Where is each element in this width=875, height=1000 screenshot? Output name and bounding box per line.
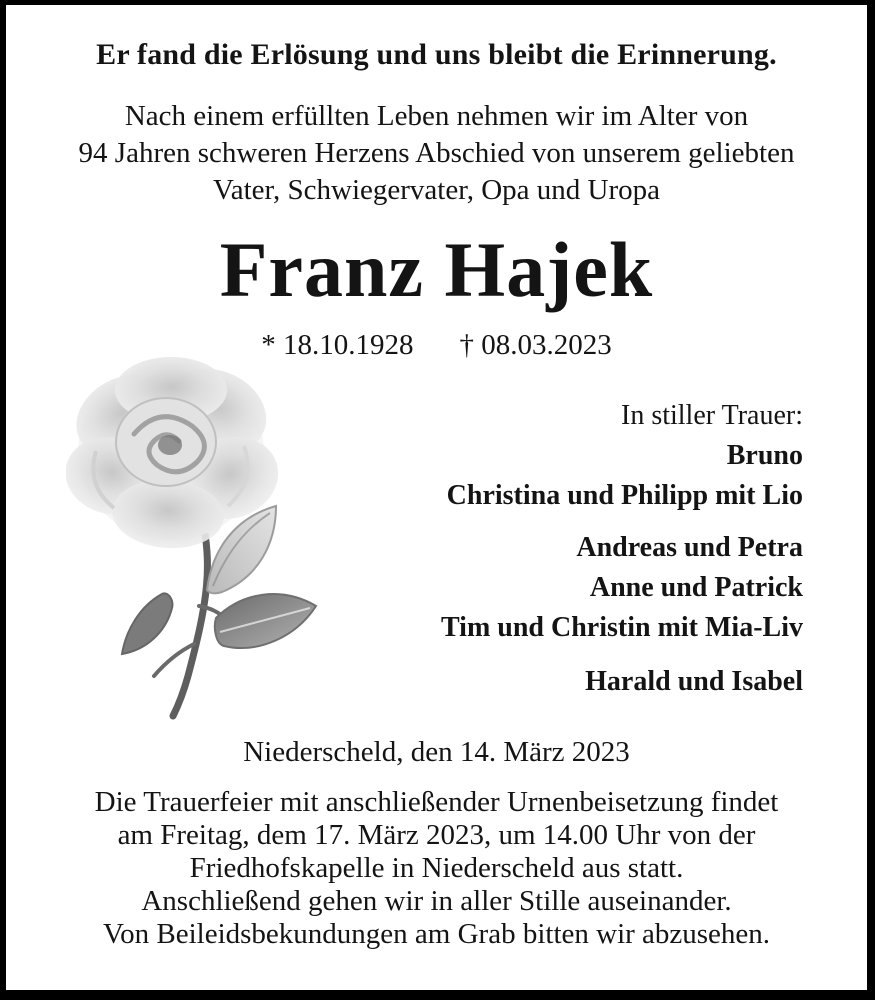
intro-line: Nach einem erfüllten Leben nehmen wir im Alter von bbox=[124, 100, 749, 132]
mourners-block bbox=[441, 396, 803, 702]
mourner-group bbox=[441, 662, 803, 702]
intro-paragraph bbox=[6, 98, 867, 209]
mourner-line: Andreas und Petra bbox=[576, 532, 803, 563]
mourner-group bbox=[441, 528, 803, 648]
funeral-line: Anschließend gehen wir in aller Stille auseinander. bbox=[141, 885, 732, 917]
intro-line: Vater, Schwiegervater, Opa und Uropa bbox=[212, 174, 660, 206]
mourner-group bbox=[441, 436, 803, 516]
mourner-line: Anne und Patrick bbox=[589, 572, 803, 603]
middle-section bbox=[6, 362, 867, 730]
mourner-line: Harald und Isabel bbox=[585, 666, 803, 697]
funeral-line: am Freitag, dem 17. März 2023, um 14.00 Uhr von der bbox=[117, 819, 756, 851]
funeral-notice bbox=[6, 786, 867, 951]
funeral-line: Von Beileidsbekundungen am Grab bitten wir abzusehen. bbox=[102, 918, 771, 950]
epigraph: Er fand die Erlösung und uns bleibt die Erinnerung. bbox=[96, 38, 777, 71]
place-dateline: Niederscheld, den 14. März 2023 bbox=[243, 736, 630, 768]
death-date: † 08.03.2023 bbox=[459, 329, 612, 361]
funeral-line: Die Trauerfeier mit anschließender Urnenbeisetzung findet bbox=[94, 786, 779, 818]
mourner-line: Christina und Philipp mit Lio bbox=[446, 480, 803, 511]
intro-line: 94 Jahren schweren Herzens Abschied von unserem geliebten bbox=[78, 137, 795, 169]
rose-icon bbox=[66, 356, 318, 722]
funeral-line: Friedhofskapelle in Niederscheld aus statt. bbox=[189, 852, 684, 884]
mourner-line: Bruno bbox=[726, 440, 803, 471]
birth-date: * 18.10.1928 bbox=[261, 329, 414, 361]
mourning-heading: In stiller Trauer: bbox=[621, 400, 803, 431]
mourner-line: Tim und Christin mit Mia-Liv bbox=[441, 612, 803, 643]
deceased-name: Franz Hajek bbox=[219, 226, 654, 313]
